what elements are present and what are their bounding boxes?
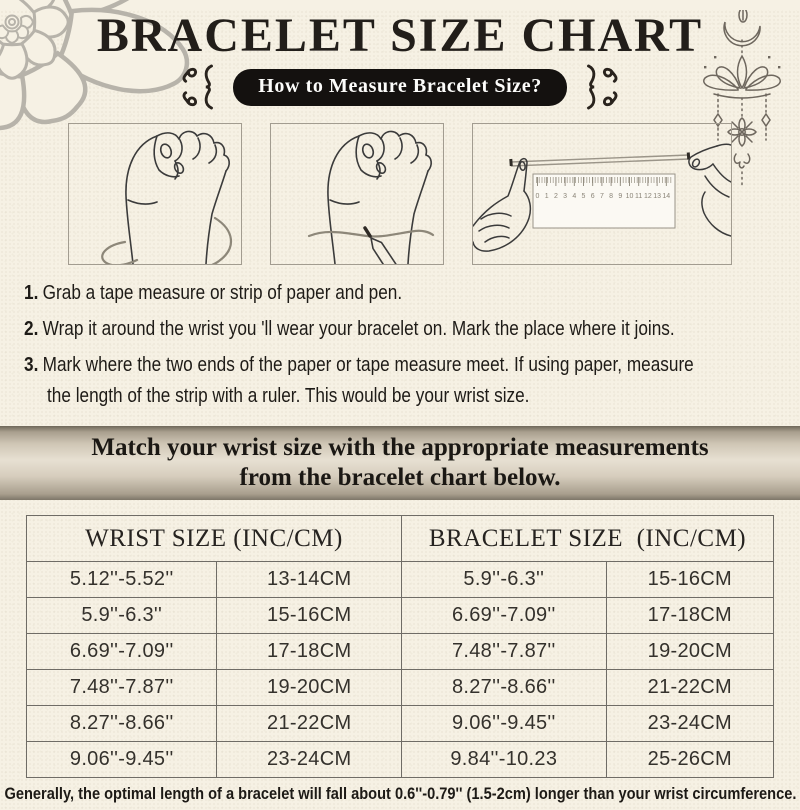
- wrist-cm: 17-18CM: [217, 634, 402, 670]
- bracelet-inches: 9.06''-9.45'': [401, 706, 606, 742]
- match-size-banner: [0, 426, 800, 500]
- wrist-inches: 9.06''-9.45'': [27, 742, 217, 778]
- illustration-pen-marking-wrist: [270, 123, 444, 265]
- how-to-measure-pill: How to Measure Bracelet Size?: [233, 69, 567, 106]
- svg-text:11: 11: [635, 193, 643, 200]
- size-chart-table: [26, 515, 774, 778]
- wrist-cm: 13-14CM: [217, 562, 402, 598]
- wrist-tape-icon: [69, 124, 241, 264]
- step-3: [24, 350, 800, 412]
- svg-text:1: 1: [544, 193, 549, 200]
- bracelet-cm: 25-26CM: [606, 742, 773, 778]
- subtitle-row: [0, 67, 800, 107]
- bracelet-inches: 8.27''-8.66'': [401, 670, 606, 706]
- step-text: Mark where the two ends of the paper or tape measure meet. If using paper, measure: [42, 354, 694, 376]
- wrist-inches: 7.48''-7.87'': [27, 670, 217, 706]
- wrist-inches: 5.9''-6.3'': [27, 598, 217, 634]
- instruction-steps: [24, 278, 800, 412]
- svg-text:4: 4: [572, 193, 577, 200]
- bracelet-cm: 21-22CM: [606, 670, 773, 706]
- left-flourish-icon: [179, 64, 223, 110]
- svg-text:2: 2: [553, 193, 558, 200]
- svg-text:5: 5: [581, 193, 586, 200]
- svg-text:14: 14: [662, 193, 671, 200]
- footer-note: Generally, the optimal length of a bracelet will fall about 0.6''-0.79'' (1.5-2cm) longer than your wrist circumference.: [4, 784, 796, 803]
- banner-line-1: Match your wrist size with the appropriate measurements: [91, 434, 709, 461]
- step-text: Wrap it around the wrist you 'll wear your bracelet on. Mark the place where it joins.: [42, 318, 675, 340]
- bracelet-inches: 5.9''-6.3'': [401, 562, 606, 598]
- bracelet-inches: 7.48''-7.87'': [401, 634, 606, 670]
- svg-text:6: 6: [590, 193, 595, 200]
- svg-text:10: 10: [625, 193, 634, 200]
- bracelet-cm: 15-16CM: [606, 562, 773, 598]
- bracelet-cm: 19-20CM: [606, 634, 773, 670]
- bracelet-cm: 17-18CM: [606, 598, 773, 634]
- svg-text:9: 9: [618, 193, 623, 200]
- wrist-inches: 5.12''-5.52'': [27, 562, 217, 598]
- wrist-cm: 19-20CM: [217, 670, 402, 706]
- step-text: Grab a tape measure or strip of paper and pen.: [42, 282, 403, 304]
- wrist-cm: 21-22CM: [217, 706, 402, 742]
- bracelet-inches: 9.84''-10.23: [401, 742, 606, 778]
- table-row: [27, 742, 774, 778]
- step-1: [24, 278, 800, 309]
- banner-line-2: from the bracelet chart below.: [239, 464, 561, 491]
- wrist-cm: 15-16CM: [217, 598, 402, 634]
- table-row: [27, 670, 774, 706]
- table-row: [27, 706, 774, 742]
- ruler-hands-icon: [473, 124, 731, 264]
- step-number: 1.: [24, 282, 39, 304]
- step-text-continued: the length of the strip with a ruler. This would be your wrist size.: [47, 385, 530, 407]
- table-row: [27, 562, 774, 598]
- wrist-pen-icon: [271, 124, 443, 264]
- table-row: [27, 634, 774, 670]
- svg-text:0: 0: [535, 193, 540, 200]
- svg-text:3: 3: [563, 193, 568, 200]
- step-number: 3.: [24, 354, 39, 376]
- page-title: BRACELET SIZE CHART: [96, 9, 704, 62]
- illustration-row: [0, 123, 800, 265]
- svg-text:13: 13: [653, 193, 661, 200]
- illustration-tape-around-wrist: [68, 123, 242, 265]
- table-row: [27, 598, 774, 634]
- svg-text:7: 7: [599, 193, 604, 200]
- wrist-cm: 23-24CM: [217, 742, 402, 778]
- bracelet-inches: 6.69''-7.09'': [401, 598, 606, 634]
- table-header-row: [27, 516, 774, 562]
- step-number: 2.: [24, 318, 39, 340]
- illustration-ruler-measuring-strip: [472, 123, 732, 265]
- svg-text:8: 8: [609, 193, 614, 200]
- right-flourish-icon: [577, 64, 621, 110]
- wrist-inches: 8.27''-8.66'': [27, 706, 217, 742]
- wrist-inches: 6.69''-7.09'': [27, 634, 217, 670]
- bracelet-cm: 23-24CM: [606, 706, 773, 742]
- svg-text:12: 12: [644, 193, 652, 200]
- bracelet-size-header: BRACELET SIZE (INC/CM): [401, 516, 773, 562]
- wrist-size-header: WRIST SIZE (INC/CM): [27, 516, 402, 562]
- step-2: [24, 314, 800, 345]
